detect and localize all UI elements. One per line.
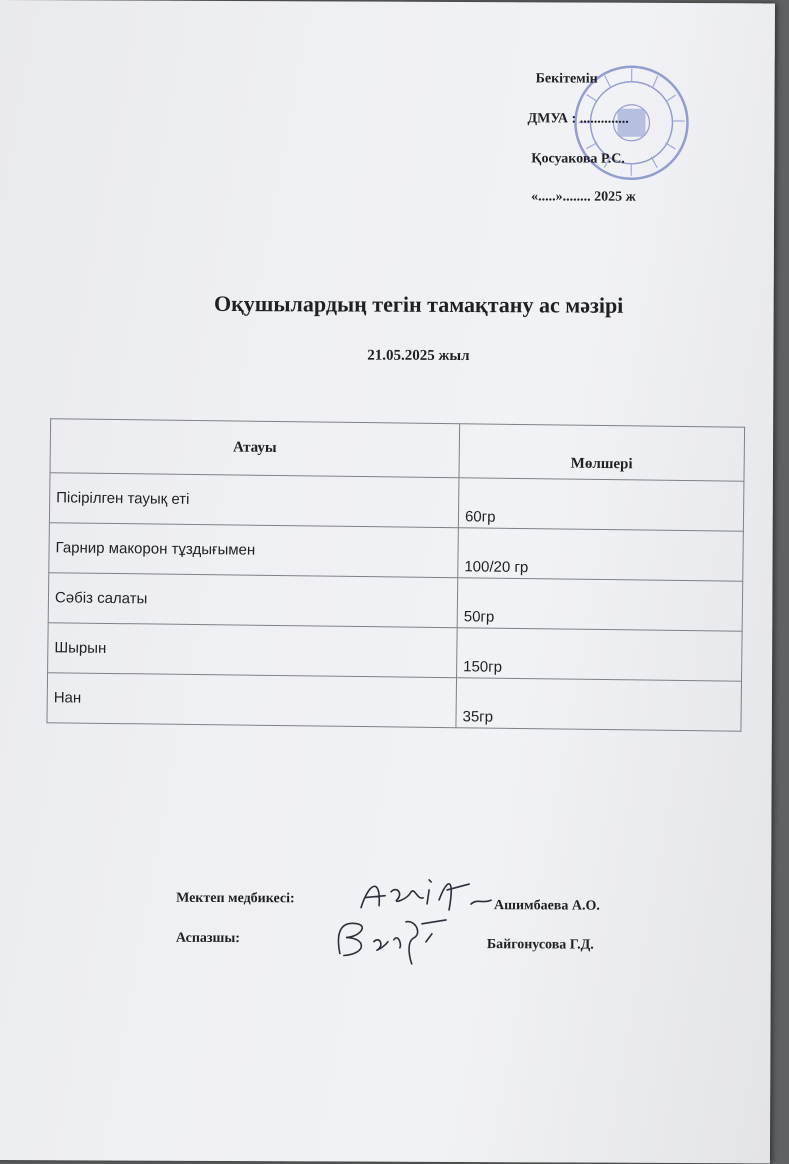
item-quantity: 100/20 гр — [458, 528, 744, 581]
item-quantity: 150гр — [457, 628, 743, 681]
header-quantity: Мөлшері — [459, 424, 745, 481]
menu-table — [46, 418, 745, 731]
item-quantity: 60гр — [458, 478, 744, 531]
approval-director: ДМУА : .............. — [527, 112, 628, 126]
item-name: Пісірілген тауық еті — [49, 473, 459, 528]
nurse-name: Ашимбаева А.О. — [494, 898, 600, 914]
approval-heading: Бекітемін — [536, 72, 598, 86]
item-quantity: 35гр — [456, 678, 742, 731]
table-row — [47, 673, 742, 731]
table-header-row — [50, 419, 745, 481]
item-name: Шырын — [48, 623, 458, 678]
cook-signature-icon — [326, 913, 456, 968]
table-row — [49, 523, 744, 581]
table-row — [48, 623, 743, 681]
nurse-label: Мектеп медбикесі: — [176, 891, 295, 908]
item-quantity: 50гр — [457, 578, 743, 631]
item-name: Сәбіз салаты — [48, 573, 458, 628]
item-name: Гарнир макорон тұздығымен — [49, 523, 459, 578]
approval-name: Қосуакова Р.С. — [531, 152, 625, 166]
menu-date: 21.05.2025 жыл — [0, 346, 789, 367]
cook-label: Аспазшы: — [176, 931, 240, 947]
cook-name: Байгонусова Г.Д. — [487, 937, 594, 953]
header-name: Атауы — [50, 419, 460, 478]
table-row — [48, 573, 743, 631]
nurse-signature-icon — [351, 870, 501, 921]
item-name: Нан — [47, 673, 457, 728]
approval-date: «.....»........ 2025 ж — [531, 190, 636, 204]
page-title: Оқушылардың тегін тамақтану ас мәзірі — [0, 290, 789, 320]
table-row — [49, 473, 744, 531]
